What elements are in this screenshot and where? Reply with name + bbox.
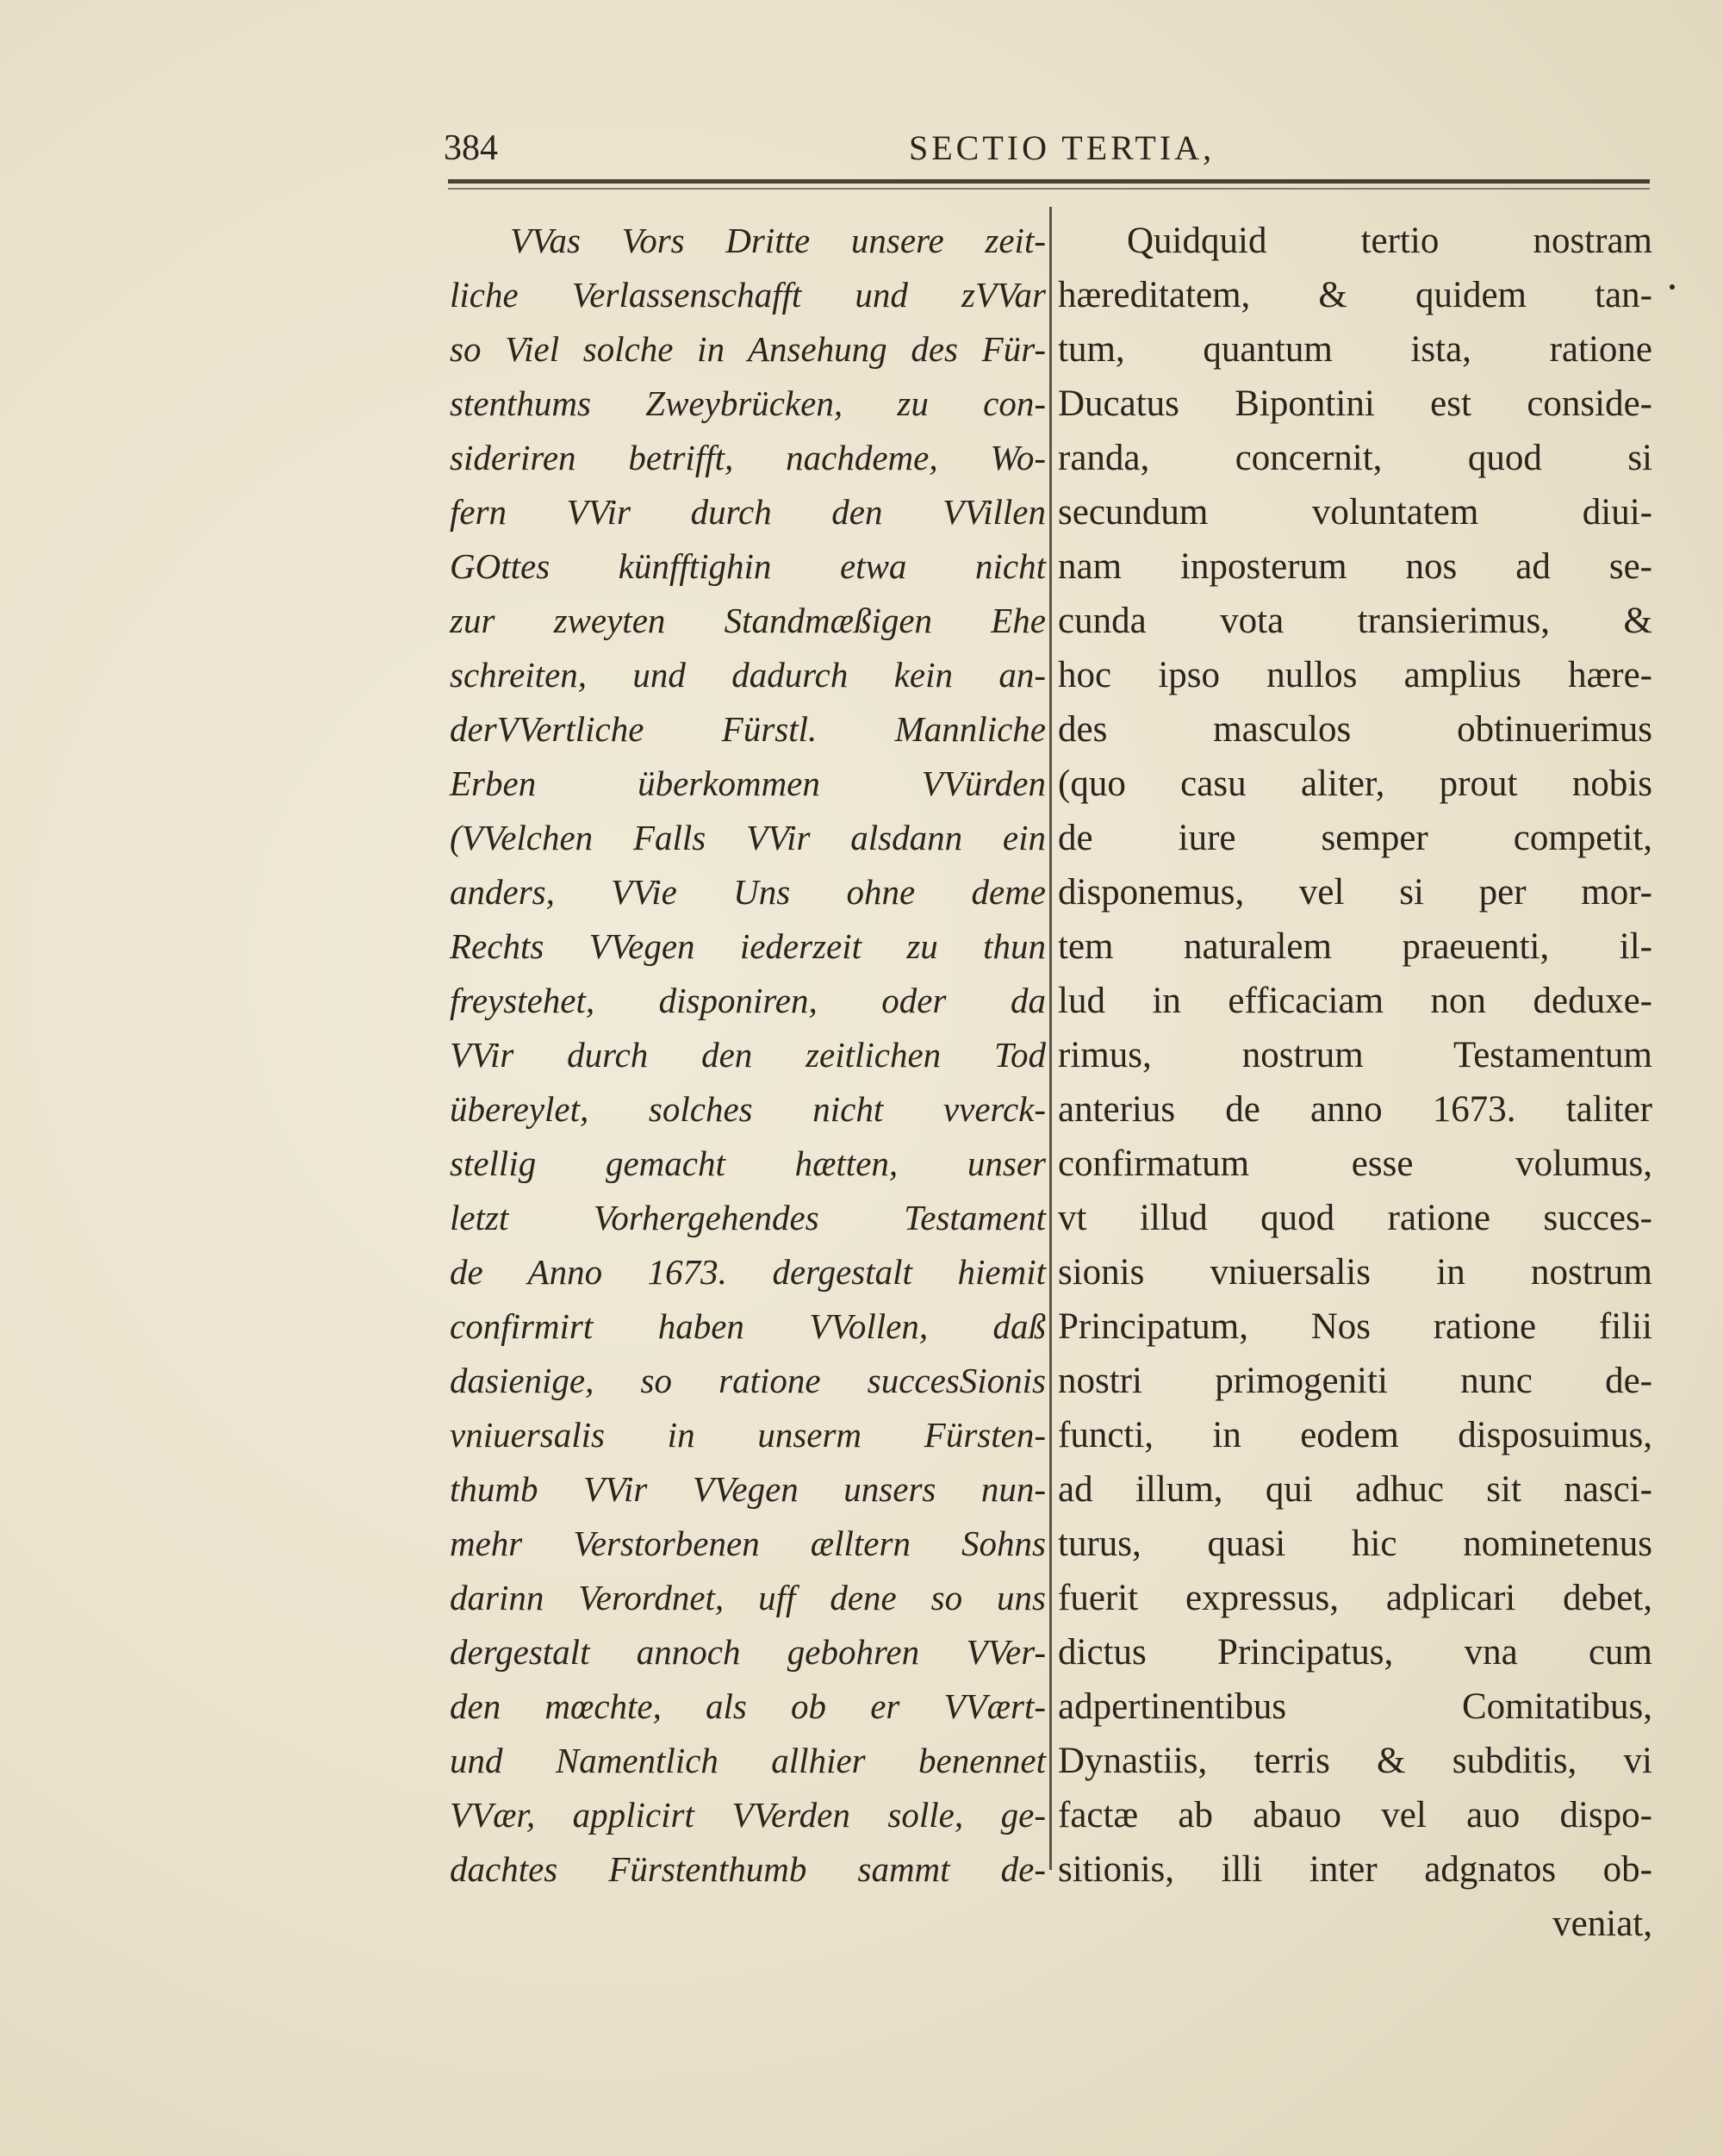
latin-line: Ducatus Bipontini est conside- xyxy=(1058,383,1652,424)
german-column xyxy=(450,214,1046,1897)
latin-line: ad illum, qui adhuc sit nasci- xyxy=(1058,1469,1652,1510)
german-line: de Anno 1673. dergestalt hiemit xyxy=(450,1252,1046,1292)
latin-line: tum, quantum ista, ratione xyxy=(1058,329,1652,370)
german-line: dachtes Fürstenthumb sammt de- xyxy=(450,1849,1046,1889)
german-line: Rechts VVegen iederzeit zu thun xyxy=(450,926,1046,966)
german-line: stenthums Zweybrücken, zu con- xyxy=(450,383,1046,423)
latin-line: confirmatum esse volumus, xyxy=(1058,1143,1652,1184)
german-line: so Viel solche in Ansehung des Für- xyxy=(450,329,1046,369)
latin-line: nam inposterum nos ad se- xyxy=(1058,546,1652,587)
german-line: derVVertliche Fürstl. Mannliche xyxy=(450,709,1046,749)
german-line: GOttes künfftighin etwa nicht xyxy=(450,546,1046,586)
header-rule xyxy=(448,179,1650,184)
german-line: VVir durch den zeitlichen Tod xyxy=(450,1035,1046,1075)
latin-line: dictus Principatus, vna cum xyxy=(1058,1632,1652,1673)
page-header xyxy=(444,121,1650,181)
ink-speck xyxy=(1670,284,1675,290)
latin-line: lud in efficaciam non deduxe- xyxy=(1058,981,1652,1021)
latin-line: secundum voluntatem diui- xyxy=(1058,492,1652,533)
german-line: VVær, applicirt VVerden solle, ge- xyxy=(450,1795,1046,1835)
latin-line: (quo casu aliter, prout nobis xyxy=(1058,763,1652,804)
german-line: schreiten, und dadurch kein an- xyxy=(450,655,1046,695)
german-line: übereylet, solches nicht vverck- xyxy=(450,1089,1046,1129)
latin-column xyxy=(1058,214,1652,1951)
latin-line: sionis vniuersalis in nostrum xyxy=(1058,1252,1652,1293)
german-line: sideriren betrifft, nachdeme, Wo- xyxy=(450,438,1046,477)
german-line: stellig gemacht hætten, unser xyxy=(450,1143,1046,1183)
latin-line: disponemus, vel si per mor- xyxy=(1058,872,1652,913)
german-line: dasienige, so ratione succesSionis xyxy=(450,1361,1046,1400)
latin-line: hoc ipso nullos amplius hære- xyxy=(1058,655,1652,695)
latin-line: adpertinentibus Comitatibus, xyxy=(1058,1686,1652,1727)
latin-line: fuerit expressus, adplicari debet, xyxy=(1058,1578,1652,1618)
german-line: und Namentlich allhier benennet xyxy=(450,1741,1046,1780)
latin-line: Dynastiis, terris & subditis, vi xyxy=(1058,1741,1652,1781)
german-line: darinn Verordnet, uff dene so uns xyxy=(450,1578,1046,1617)
latin-line: des masculos obtinuerimus xyxy=(1058,709,1652,750)
latin-line: rimus, nostrum Testamentum xyxy=(1058,1035,1652,1075)
latin-line: tem naturalem praeuenti, il- xyxy=(1058,926,1652,967)
latin-line: Quidquid tertio nostram xyxy=(1127,221,1652,261)
german-line: (VVelchen Falls VVir alsdann ein xyxy=(450,818,1046,857)
latin-line: de iure semper competit, xyxy=(1058,818,1652,858)
page-number: 384 xyxy=(444,128,498,168)
latin-line: anterius de anno 1673. taliter xyxy=(1058,1089,1652,1130)
latin-line: functi, in eodem disposuimus, xyxy=(1058,1415,1652,1455)
latin-line: turus, quasi hic nominetenus xyxy=(1058,1524,1652,1564)
header-rule-thin xyxy=(448,188,1650,190)
german-line: anders, VVie Uns ohne deme xyxy=(450,872,1046,912)
german-line: confirmirt haben VVollen, daß xyxy=(450,1306,1046,1346)
german-line: Erben überkommen VVürden xyxy=(450,763,1046,803)
latin-line: vt illud quod ratione succes- xyxy=(1058,1198,1652,1238)
latin-line: Principatum, Nos ratione filii xyxy=(1058,1306,1652,1347)
section-title: SECTIO TERTIA, xyxy=(909,128,1216,167)
german-line: zur zweyten Standmæßigen Ehe xyxy=(450,601,1046,640)
german-line: den mœchte, als ob er VVært- xyxy=(450,1686,1046,1726)
latin-line: factæ ab abauo vel auo dispo- xyxy=(1058,1795,1652,1835)
latin-line: nostri primogeniti nunc de- xyxy=(1058,1361,1652,1401)
latin-line: cunda vota transierimus, & xyxy=(1058,601,1652,641)
german-line: VVas Vors Dritte unsere zeit- xyxy=(510,221,1046,260)
latin-line: sitionis, illi inter adgnatos ob- xyxy=(1058,1849,1652,1890)
german-line: dergestalt annoch gebohren VVer- xyxy=(450,1632,1046,1672)
german-line: letzt Vorhergehendes Testament xyxy=(450,1198,1046,1237)
german-line: freystehet, disponiren, oder da xyxy=(450,981,1046,1020)
latin-line-catchword: veniat, xyxy=(1552,1904,1652,1944)
latin-line: hæreditatem, & quidem tan- xyxy=(1058,275,1652,315)
column-divider xyxy=(1049,207,1052,1870)
german-line: mehr Verstorbenen ælltern Sohns xyxy=(450,1524,1046,1563)
german-line: liche Verlassenschafft und zVVar xyxy=(450,275,1046,315)
german-line: thumb VVir VVegen unsers nun- xyxy=(450,1469,1046,1509)
german-line: vniuersalis in unserm Fürsten- xyxy=(450,1415,1046,1455)
latin-line: randa, concernit, quod si xyxy=(1058,438,1652,478)
german-line: fern VVir durch den VVillen xyxy=(450,492,1046,532)
